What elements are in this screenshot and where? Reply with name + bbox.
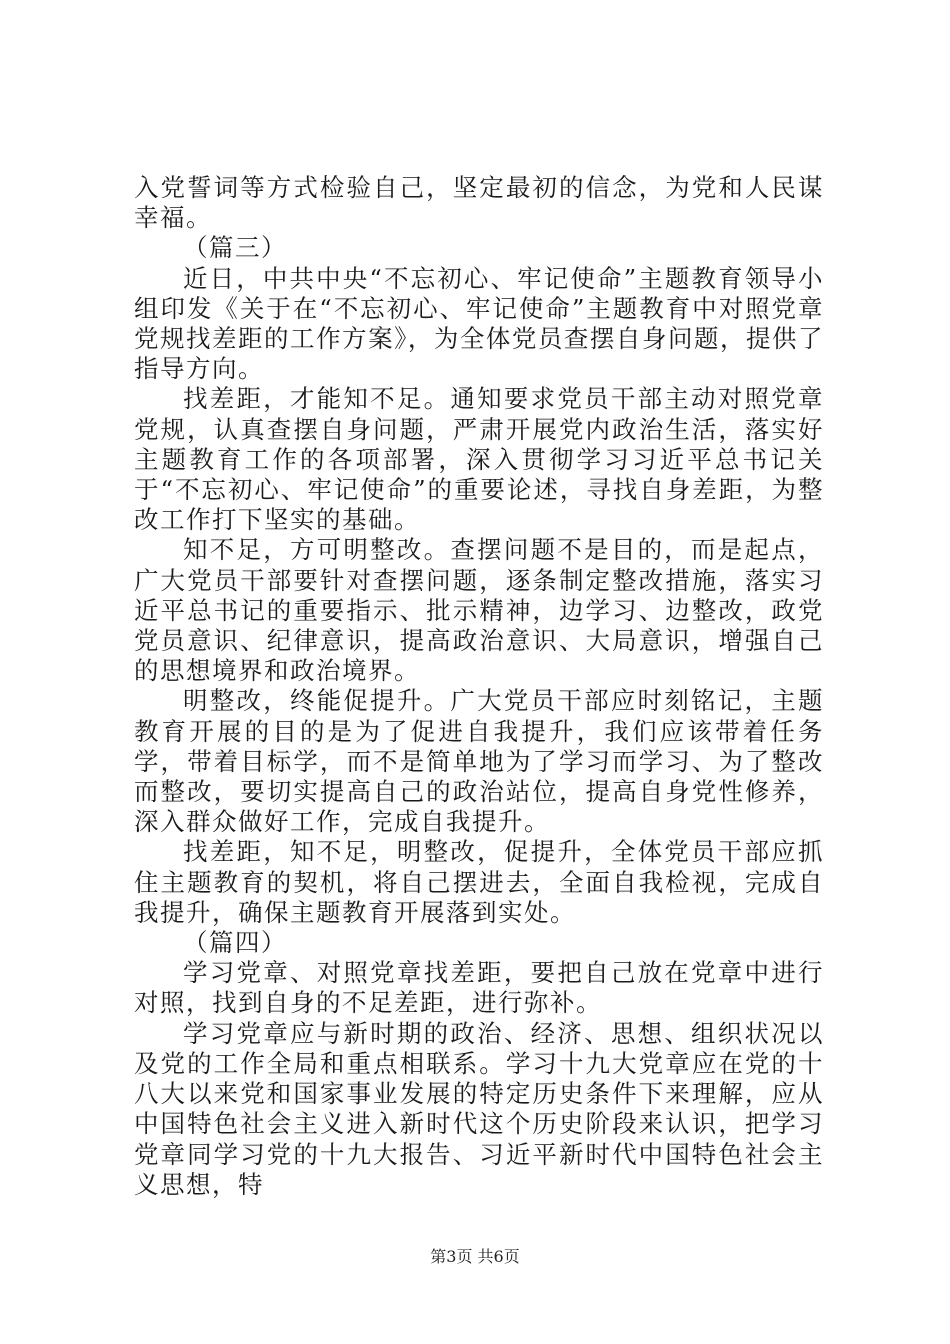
paragraph: 明整改，终能促提升。广大党员干部应时刻铭记，主题教育开展的目的是为了促进自我提升，我们应该带着任务学，带着目标学，而不是简单地为了学习而学习、为了整改而整改，要切实提高自己的政治站位，提高自身党性修养，深入群众做好工作，完成自我提升。 — [134, 686, 824, 837]
paragraph: 近日，中共中央“不忘初心、牢记使命”主题教育领导小组印发《关于在“不忘初心、牢记使命”主题教育中对照党章党规找差距的工作方案》，为全体党员查摆自身问题，提供了指导方向。 — [134, 263, 824, 384]
paragraph: 找差距，知不足，明整改，促提升，全体党员干部应抓住主题教育的契机，将自己摆进去，全面自我检视，完成自我提升，确保主题教育开展落到实处。 — [134, 837, 824, 927]
paragraph: 学习党章应与新时期的政治、经济、思想、组织状况以及党的工作全局和重点相联系。学习十九大党章应在党的十八大以来党和国家事业发展的特定历史条件下来理解，应从中国特色社会主义进入新时代这个历史阶段来认识，把学习党章同学习党的十九大报告、习近平新时代中国特色社会主义思想，特 — [134, 1018, 824, 1199]
document-body — [134, 173, 824, 1200]
section-heading: （篇三） — [183, 233, 287, 263]
section-heading: （篇四） — [183, 928, 287, 958]
paragraph: 学习党章、对照党章找差距，要把自己放在党章中进行对照，找到自身的不足差距，进行弥补。 — [134, 958, 824, 1018]
paragraph: 知不足，方可明整改。查摆问题不是目的，而是起点，广大党员干部要针对查摆问题，逐条制定整改措施，落实习近平总书记的重要指示、批示精神，边学习、边整改，政党党员意识、纪律意识，提高政治意识、大局意识，增强自己的思想境界和政治境界。 — [134, 535, 824, 686]
paragraph: 找差距，才能知不足。通知要求党员干部主动对照党章党规，认真查摆自身问题，严肃开展党内政治生活，落实好主题教育工作的各项部署，深入贯彻学习习近平总书记关于“不忘初心、牢记使命”的重要论述，寻找自身差距，为整改工作打下坚实的基础。 — [134, 384, 824, 535]
paragraph: 入党誓词等方式检验自己，坚定最初的信念，为党和人民谋幸福。 — [134, 173, 824, 233]
page-number-footer: 第3页 共6页 — [430, 1247, 520, 1266]
